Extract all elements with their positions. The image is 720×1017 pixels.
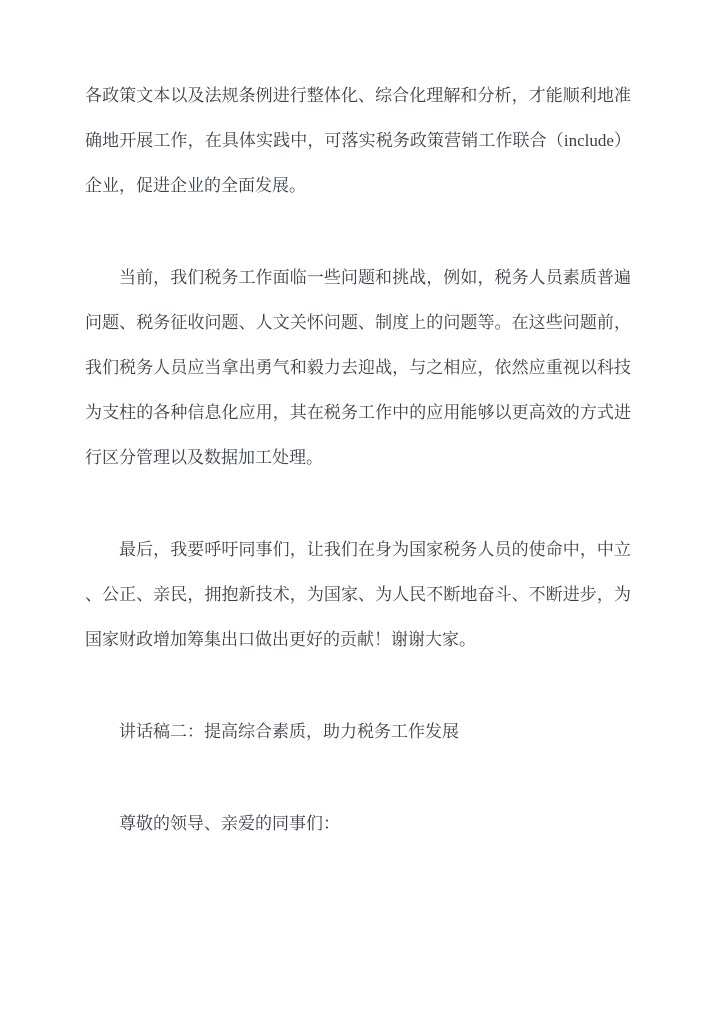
paragraph-current-problems: 当前，我们税务工作面临一些问题和挑战，例如，税务人员素质普遍问题、税务征收问题、人文关怀问题、制度上的问题等。在这些问题前，我们税务人员应当拿出勇气和毅力去迎战，与之相应，依然应重视以科技为支柱的各种信息化应用，其在税务工作中的应用能够以更高效的方式进行区分管理以及数据加工处理。 (85, 268, 631, 467)
paragraph-closing-appeal: 最后，我要呼吁同事们，让我们在身为国家税务人员的使命中，中立、公正、亲民，拥抱新技术，为国家、为人民不断地奋斗、不断进步，为国家财政增加筹集出口做出更好的贡献！谢谢大家。 (85, 540, 631, 649)
paragraph-continuation: 各政策文本以及法规条例进行整体化、综合化理解和分析，才能顺利地准确地开展工作，在具体实践中，可落实税务政策营销工作联合（include）企业，促进企业的全面发展。 (85, 86, 631, 195)
speech-two-heading: 讲话稿二：提高综合素质，助力税务工作发展 (119, 722, 459, 741)
document-body (85, 73, 632, 846)
salutation-line: 尊敬的领导、亲爱的同事们： (119, 814, 340, 833)
